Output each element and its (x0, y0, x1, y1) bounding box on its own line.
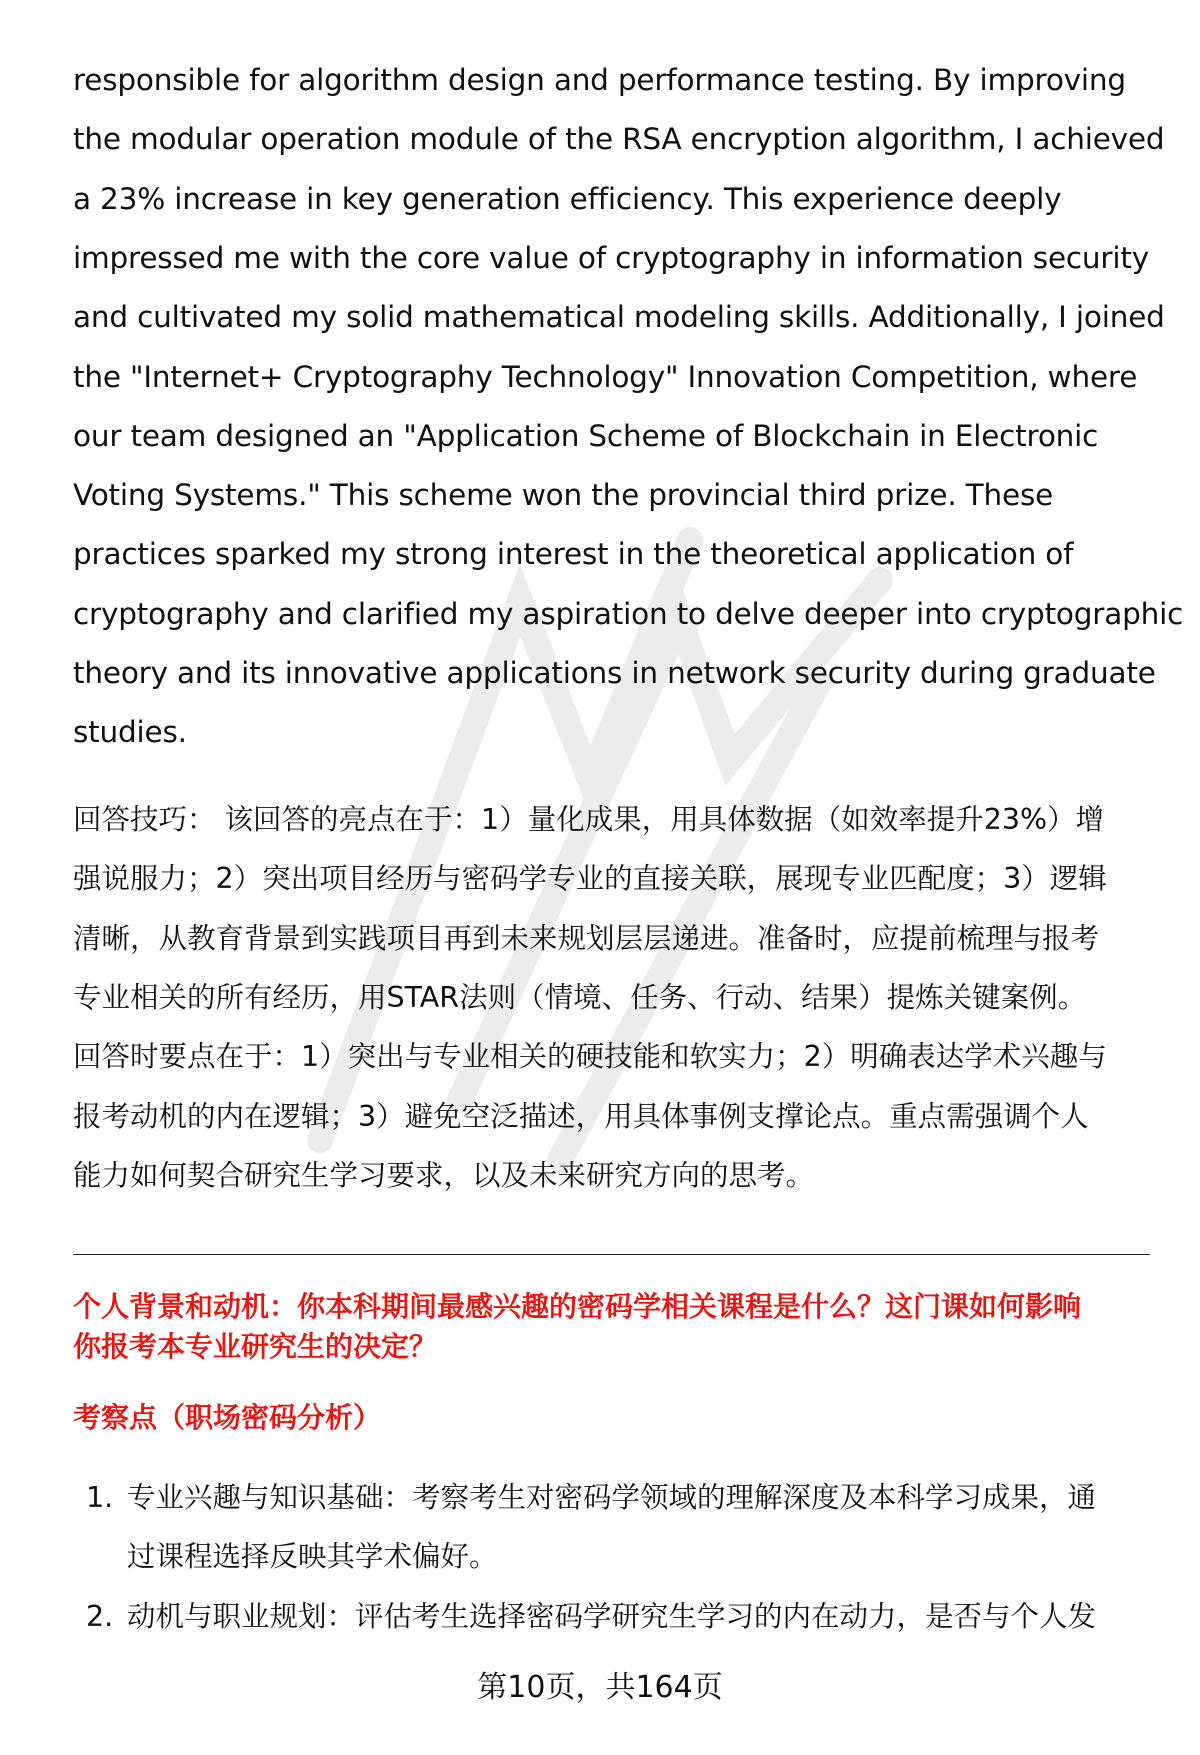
page-number: 第10页，共164页 (477, 1670, 723, 1705)
body-text-line: the modular operation module of the RSA encryption algorithm, I achieved (73, 122, 1165, 157)
body-text-line: responsible for algorithm design and performance testing. By improving (73, 63, 1126, 97)
question-heading-line: 个人背景和动机：你本科期间最感兴趣的密码学相关课程是什么？这门课如何影响 (73, 1290, 1082, 1323)
answer-tips-line: 专业相关的所有经历，用STAR法则（情境、任务、行动、结果）提炼关键案例。 (73, 980, 1087, 1014)
answer-tips-line: 强说服力；2）突出项目经历与密码学专业的直接关联，展现专业匹配度；3）逻辑 (73, 862, 1107, 896)
list-number: 2. (86, 1600, 114, 1633)
answer-tips-line: 清晰，从教育背景到实践项目再到未来规划层层递进。准备时，应提前梳理与报考 (73, 921, 1100, 955)
answer-tips-line: 回答技巧： 该回答的亮点在于：1）量化成果，用具体数据（如效率提升23%）增 (73, 803, 1105, 836)
body-text-line: studies. (73, 715, 187, 750)
body-text-line: the "Internet+ Cryptography Technology" Innovation Competition, where (73, 359, 1138, 394)
exam-points-heading: 考察点（职场密码分析） (73, 1401, 382, 1434)
answer-tips-line: 能力如何契合研究生学习要求，以及未来研究方向的思考。 (73, 1158, 815, 1192)
body-text-line: our team designed an "Application Scheme of Blockchain in Electronic (73, 418, 1099, 453)
answer-tips-line: 报考动机的内在逻辑；3）避免空泛描述，用具体事例支撑论点。重点需强调个人 (73, 1099, 1089, 1133)
body-text-line: impressed me with the core value of cryptography in information security (73, 240, 1149, 275)
body-text-line: theory and its innovative applications in network security during graduate (73, 656, 1156, 690)
section-divider (73, 1254, 1150, 1255)
list-item-line: 动机与职业规划：评估考生选择密码学研究生学习的内在动力，是否与个人发 (127, 1600, 1097, 1633)
list-number: 1. (86, 1481, 114, 1514)
body-text-line: cryptography and clarified my aspiration to delve deeper into cryptographic (73, 596, 1184, 631)
list-item-line: 过课程选择反映其学术偏好。 (127, 1540, 498, 1573)
body-text-line: Voting Systems." This scheme won the provincial third prize. These (73, 478, 1054, 513)
body-text-line: and cultivated my solid mathematical modeling skills. Additionally, I joined (73, 300, 1165, 335)
answer-tips-line: 回答时要点在于：1）突出与专业相关的硬技能和软实力；2）明确表达学术兴趣与 (73, 1040, 1107, 1074)
body-text-line: a 23% increase in key generation efficiency. This experience deeply (73, 181, 1062, 216)
list-item-line: 专业兴趣与知识基础：考察考生对密码学领域的理解深度及本科学习成果，通 (127, 1481, 1097, 1514)
question-heading-line: 你报考本专业研究生的决定？ (73, 1330, 438, 1363)
body-text-line: practices sparked my strong interest in the theoretical application of (73, 537, 1074, 572)
